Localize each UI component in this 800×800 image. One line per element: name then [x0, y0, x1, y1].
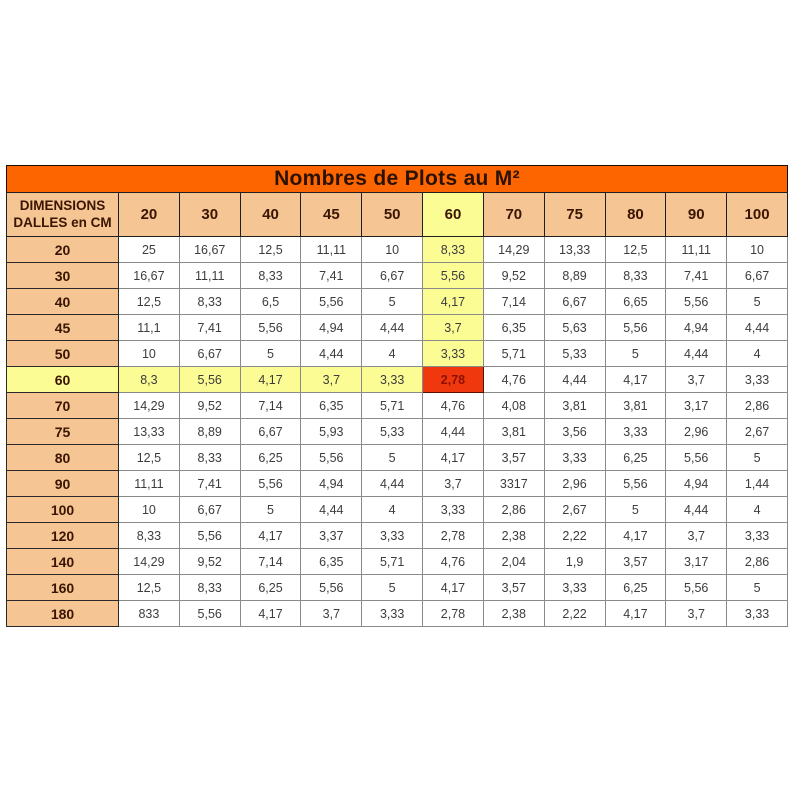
row-header-45: 45 [7, 315, 119, 341]
table-cell: 8,33 [119, 523, 180, 549]
table-row-45 [7, 315, 788, 341]
table-cell: 4,44 [301, 497, 362, 523]
table-cell: 12,5 [119, 289, 180, 315]
table-cell: 3,33 [423, 497, 484, 523]
table-row-80 [7, 445, 788, 471]
table-cell: 11,11 [179, 263, 240, 289]
table-cell: 5,56 [605, 315, 666, 341]
row-header-160: 160 [7, 575, 119, 601]
row-header-120: 120 [7, 523, 119, 549]
table-cell: 5,56 [666, 575, 727, 601]
table-cell: 3,7 [301, 601, 362, 627]
table-cell: 6,67 [179, 341, 240, 367]
table-cell: 5,56 [666, 445, 727, 471]
table-cell: 6,67 [727, 263, 788, 289]
table-cell: 6,35 [483, 315, 544, 341]
table-cell: 4,17 [423, 445, 484, 471]
highlighted-cell: 5,56 [179, 367, 240, 393]
row-header-40: 40 [7, 289, 119, 315]
table-cell: 5,56 [301, 289, 362, 315]
row-header-180: 180 [7, 601, 119, 627]
corner-header [7, 193, 119, 237]
plots-table-container [6, 165, 788, 627]
table-cell: 7,41 [666, 263, 727, 289]
table-cell: 6,67 [179, 497, 240, 523]
table-cell: 13,33 [119, 419, 180, 445]
column-header-90: 90 [666, 193, 727, 237]
highlighted-cell: 8,3 [119, 367, 180, 393]
table-cell: 5,56 [179, 601, 240, 627]
table-cell: 4,44 [544, 367, 605, 393]
table-cell: 5 [727, 289, 788, 315]
table-cell: 2,38 [483, 601, 544, 627]
row-header-50: 50 [7, 341, 119, 367]
column-header-100: 100 [727, 193, 788, 237]
table-cell: 3,17 [666, 393, 727, 419]
table-cell: 12,5 [605, 237, 666, 263]
row-header-100: 100 [7, 497, 119, 523]
column-header-70: 70 [483, 193, 544, 237]
table-cell: 3,33 [605, 419, 666, 445]
table-cell: 6,35 [301, 549, 362, 575]
row-header-140: 140 [7, 549, 119, 575]
table-cell: 3,7 [666, 523, 727, 549]
table-cell: 3,33 [362, 523, 423, 549]
table-body [7, 237, 788, 627]
table-row-100 [7, 497, 788, 523]
table-cell: 3,7 [666, 367, 727, 393]
highlighted-cell: 3,33 [362, 367, 423, 393]
corner-header-line1: DIMENSIONS [19, 197, 106, 213]
table-cell: 4,17 [605, 367, 666, 393]
table-cell: 13,33 [544, 237, 605, 263]
table-cell: 3,81 [483, 419, 544, 445]
table-row-20 [7, 237, 788, 263]
table-row-70 [7, 393, 788, 419]
table-cell: 4,17 [240, 523, 301, 549]
column-header-20: 20 [119, 193, 180, 237]
row-header-75: 75 [7, 419, 119, 445]
row-header-60: 60 [7, 367, 119, 393]
table-cell: 8,33 [179, 289, 240, 315]
table-cell: 16,67 [119, 263, 180, 289]
table-cell: 6,67 [240, 419, 301, 445]
table-cell: 2,22 [544, 601, 605, 627]
table-cell: 6,25 [240, 445, 301, 471]
table-row-90 [7, 471, 788, 497]
table-cell: 8,33 [179, 445, 240, 471]
table-cell: 6,25 [605, 445, 666, 471]
table-cell: 3,81 [544, 393, 605, 419]
table-cell: 5 [605, 497, 666, 523]
highlighted-cell: 4,17 [423, 289, 484, 315]
table-cell: 8,89 [179, 419, 240, 445]
table-row-160 [7, 575, 788, 601]
table-cell: 2,67 [727, 419, 788, 445]
table-cell: 3,37 [301, 523, 362, 549]
table-cell: 5,56 [179, 523, 240, 549]
table-cell: 2,67 [544, 497, 605, 523]
table-cell: 5,71 [483, 341, 544, 367]
highlighted-cell: 4,17 [240, 367, 301, 393]
table-cell: 4,94 [666, 471, 727, 497]
table-cell: 10 [727, 237, 788, 263]
table-cell: 4 [362, 341, 423, 367]
highlighted-cell: 8,33 [423, 237, 484, 263]
table-cell: 5,56 [240, 471, 301, 497]
table-cell: 5,93 [301, 419, 362, 445]
table-cell: 3,33 [362, 601, 423, 627]
table-cell: 5 [240, 497, 301, 523]
column-header-50: 50 [362, 193, 423, 237]
table-row-50 [7, 341, 788, 367]
table-cell: 12,5 [240, 237, 301, 263]
table-cell: 4,44 [727, 315, 788, 341]
table-cell: 2,78 [423, 523, 484, 549]
table-cell: 7,41 [179, 315, 240, 341]
table-cell: 4,44 [362, 315, 423, 341]
table-cell: 3,33 [544, 445, 605, 471]
table-cell: 14,29 [119, 393, 180, 419]
table-cell: 4,44 [666, 497, 727, 523]
table-cell: 1,9 [544, 549, 605, 575]
column-header-80: 80 [605, 193, 666, 237]
table-cell: 3,33 [727, 367, 788, 393]
highlighted-cell: 5,56 [423, 263, 484, 289]
table-cell: 3,56 [544, 419, 605, 445]
table-cell: 6,65 [605, 289, 666, 315]
table-cell: 8,33 [179, 575, 240, 601]
table-cell: 16,67 [179, 237, 240, 263]
table-cell: 2,86 [727, 393, 788, 419]
table-cell: 2,04 [483, 549, 544, 575]
table-cell: 3,7 [666, 601, 727, 627]
table-row-180 [7, 601, 788, 627]
table-cell: 3,33 [727, 601, 788, 627]
table-cell: 4,08 [483, 393, 544, 419]
table-cell: 2,86 [727, 549, 788, 575]
table-cell: 3,7 [423, 471, 484, 497]
table-cell: 6,5 [240, 289, 301, 315]
table-cell: 5,71 [362, 549, 423, 575]
table-cell: 4,17 [605, 601, 666, 627]
table-cell: 6,25 [605, 575, 666, 601]
table-cell: 4,44 [666, 341, 727, 367]
table-cell: 5,56 [301, 575, 362, 601]
table-cell: 9,52 [179, 393, 240, 419]
table-cell: 3,57 [605, 549, 666, 575]
table-cell: 7,41 [301, 263, 362, 289]
table-cell: 3,57 [483, 575, 544, 601]
table-cell: 11,1 [119, 315, 180, 341]
table-cell: 11,11 [301, 237, 362, 263]
table-cell: 2,38 [483, 523, 544, 549]
table-row-75 [7, 419, 788, 445]
table-cell: 5 [362, 289, 423, 315]
table-cell: 7,14 [240, 393, 301, 419]
table-cell: 8,33 [240, 263, 301, 289]
column-header-40: 40 [240, 193, 301, 237]
table-cell: 6,25 [240, 575, 301, 601]
table-cell: 4,44 [362, 471, 423, 497]
table-cell: 6,35 [301, 393, 362, 419]
table-cell: 11,11 [119, 471, 180, 497]
table-cell: 4,76 [423, 393, 484, 419]
table-cell: 6,67 [362, 263, 423, 289]
table-cell: 4,76 [483, 367, 544, 393]
table-cell: 5,33 [362, 419, 423, 445]
table-cell: 3317 [483, 471, 544, 497]
table-cell: 3,57 [483, 445, 544, 471]
table-cell: 7,41 [179, 471, 240, 497]
row-header-30: 30 [7, 263, 119, 289]
table-cell: 5,56 [301, 445, 362, 471]
table-cell: 4,94 [666, 315, 727, 341]
table-cell: 2,86 [483, 497, 544, 523]
column-header-45: 45 [301, 193, 362, 237]
table-cell: 2,96 [666, 419, 727, 445]
table-cell: 9,52 [179, 549, 240, 575]
table-cell: 5,56 [240, 315, 301, 341]
table-cell: 4 [362, 497, 423, 523]
corner-header-line2: DALLES en CM [13, 214, 112, 230]
table-cell: 2,96 [544, 471, 605, 497]
table-cell: 8,33 [605, 263, 666, 289]
table-cell: 12,5 [119, 445, 180, 471]
table-cell: 14,29 [119, 549, 180, 575]
table-cell: 3,33 [544, 575, 605, 601]
plots-per-m2-table [6, 192, 788, 627]
table-cell: 5,56 [605, 471, 666, 497]
table-cell: 4,76 [423, 549, 484, 575]
table-cell: 833 [119, 601, 180, 627]
column-header-75: 75 [544, 193, 605, 237]
table-row-30 [7, 263, 788, 289]
highlighted-cell: 3,33 [423, 341, 484, 367]
table-cell: 5 [240, 341, 301, 367]
table-title: Nombres de Plots au M² [6, 165, 788, 193]
table-cell: 5,56 [666, 289, 727, 315]
table-cell: 7,14 [483, 289, 544, 315]
table-cell: 4,17 [423, 575, 484, 601]
table-cell: 5 [362, 575, 423, 601]
table-cell: 5,71 [362, 393, 423, 419]
table-cell: 4,17 [605, 523, 666, 549]
column-header-30: 30 [179, 193, 240, 237]
table-cell: 4,94 [301, 471, 362, 497]
table-cell: 4,17 [240, 601, 301, 627]
table-cell: 4,44 [301, 341, 362, 367]
highlighted-cell: 3,7 [301, 367, 362, 393]
table-cell: 4 [727, 341, 788, 367]
table-cell: 5 [605, 341, 666, 367]
table-row-140 [7, 549, 788, 575]
table-cell: 2,22 [544, 523, 605, 549]
table-cell: 14,29 [483, 237, 544, 263]
table-cell: 5 [727, 445, 788, 471]
table-cell: 2,78 [423, 601, 484, 627]
table-cell: 3,17 [666, 549, 727, 575]
table-cell: 5 [362, 445, 423, 471]
highlighted-cell: 3,7 [423, 315, 484, 341]
table-row-40 [7, 289, 788, 315]
table-cell: 1,44 [727, 471, 788, 497]
row-header-90: 90 [7, 471, 119, 497]
table-row-60 [7, 367, 788, 393]
row-header-80: 80 [7, 445, 119, 471]
table-cell: 5,33 [544, 341, 605, 367]
table-cell: 11,11 [666, 237, 727, 263]
table-cell: 10 [362, 237, 423, 263]
table-cell: 25 [119, 237, 180, 263]
column-header-60: 60 [423, 193, 484, 237]
row-header-20: 20 [7, 237, 119, 263]
table-row-120 [7, 523, 788, 549]
table-cell: 3,81 [605, 393, 666, 419]
table-cell: 12,5 [119, 575, 180, 601]
table-cell: 4,44 [423, 419, 484, 445]
table-cell: 7,14 [240, 549, 301, 575]
table-cell: 5 [727, 575, 788, 601]
table-cell: 8,89 [544, 263, 605, 289]
row-header-70: 70 [7, 393, 119, 419]
table-cell: 9,52 [483, 263, 544, 289]
table-cell: 6,67 [544, 289, 605, 315]
table-cell: 10 [119, 497, 180, 523]
table-cell: 5,63 [544, 315, 605, 341]
table-cell: 4 [727, 497, 788, 523]
table-cell: 4,94 [301, 315, 362, 341]
table-head [7, 193, 788, 237]
table-cell: 10 [119, 341, 180, 367]
intersection-cell: 2,78 [423, 367, 484, 393]
table-cell: 3,33 [727, 523, 788, 549]
header-row [7, 193, 788, 237]
